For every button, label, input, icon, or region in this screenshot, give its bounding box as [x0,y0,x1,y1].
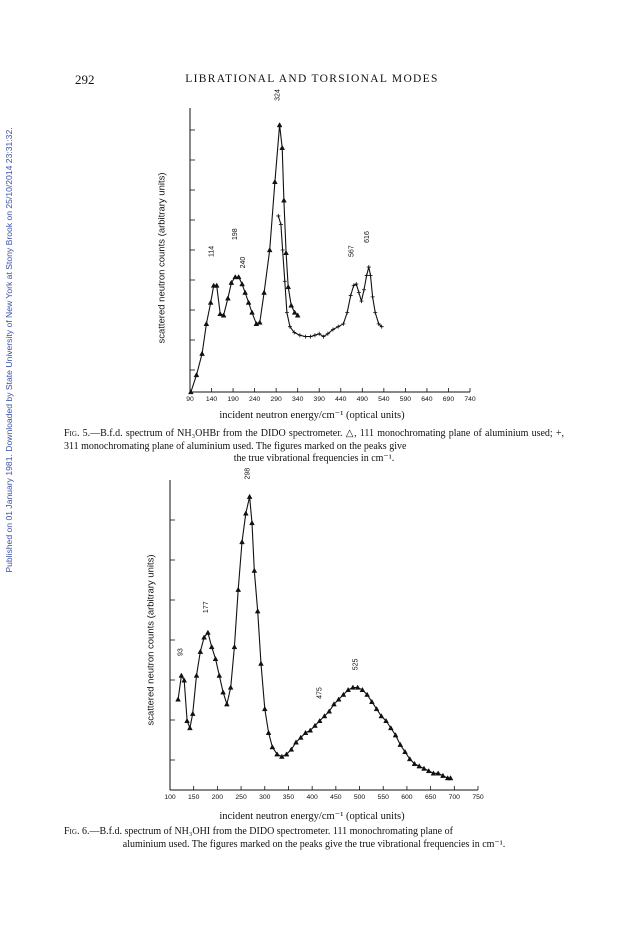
x-tick-label: 100 [164,794,176,801]
plus-marker [276,214,280,218]
peak-label: 298 [244,467,252,480]
x-tick-label: 490 [356,396,368,403]
triangle-marker [250,310,255,314]
fig6-y-axis-label: scattered neutron counts (arbitrary units) [145,554,157,726]
plus-marker [357,291,361,295]
x-tick-label: 590 [399,396,412,403]
page-number: 292 [75,72,95,87]
fig6-caption-number: 6. [81,826,90,837]
triangle-marker [262,290,267,294]
peak-label: 240 [240,256,248,269]
x-tick-label: 200 [211,794,224,801]
plus-marker [349,293,353,297]
x-tick-label: 390 [313,396,325,403]
fig5-caption [64,428,564,466]
peak-label: 475 [316,687,324,699]
x-tick-label: 650 [424,794,437,801]
x-tick-label: 140 [205,396,218,403]
triangle-marker [267,248,272,252]
triangle-marker [226,296,231,300]
plus-marker [368,274,372,278]
fig6-caption [64,826,564,851]
x-tick-label: 150 [188,794,200,801]
peak-label: 93 [177,648,185,656]
plus-marker [359,299,363,303]
plus-marker [313,333,317,337]
plus-marker [279,222,283,226]
x-tick-label: 190 [227,396,239,403]
running-head: LIBRATIONAL AND TORSIONAL MODES [185,73,439,85]
triangle-marker [194,373,199,377]
plus-marker [298,333,302,337]
triangle-marker [208,300,213,304]
plus-marker [281,248,285,252]
plus-marker [285,310,289,314]
triangle-marker [277,123,282,127]
x-tick-label: 340 [292,396,304,403]
plus-marker [283,279,287,283]
x-tick-label: 700 [448,794,460,801]
fig6-caption-label: Fig. [64,826,80,837]
triangle-marker [243,290,248,294]
fig6-caption-last-line: aluminium used. The figures marked on the peaks give the true vibrational frequencies in cm⁻¹. [122,838,506,850]
plus-marker [303,335,307,339]
plus-marker [373,310,377,314]
triangle-marker [280,145,285,149]
plus-marker [367,265,371,269]
x-tick-label: 240 [248,396,261,403]
x-tick-label: 550 [377,794,389,801]
x-tick-label: 740 [464,396,476,403]
x-tick-label: 640 [421,396,433,403]
fig6-caption-text: —B.f.d. spectrum of NH₃OHI from the DIDO spectrometer. 111 monochromating plane of [89,826,453,837]
x-tick-label: 500 [353,794,366,801]
triangle-marker [272,179,277,183]
triangle-marker [240,282,245,286]
x-tick-label: 690 [442,396,455,403]
plus-marker [345,310,349,314]
x-tick-label: 400 [306,794,318,801]
x-tick-label: 600 [401,794,413,801]
plus-marker [341,322,345,326]
triangle-marker [292,310,297,314]
x-tick-label: 540 [378,396,390,403]
plus-marker [365,274,369,278]
peak-label: 324 [274,89,282,101]
fig5-caption-number: 5. [82,428,91,439]
peak-label: 114 [208,245,216,258]
peak-label: 525 [352,658,360,671]
triangle-marker [204,321,209,325]
triangle-marker [218,312,223,316]
triangle-marker [257,320,262,324]
fig5-caption-label: Fig. [64,428,80,439]
plus-marker [309,335,313,339]
fig5-x-axis-label: incident neutron energy/cm⁻¹ (optical units) [219,410,405,421]
plus-marker [362,288,366,292]
fig5-y-axis-label: scattered neutron counts (arbitrary units) [156,172,168,344]
triangle-marker [200,351,205,355]
x-tick-label: 250 [235,794,247,801]
triangle-marker [246,300,251,304]
peak-label: 177 [202,601,210,614]
fig6-x-axis-label: incident neutron energy/cm⁻¹ (optical units) [219,811,405,822]
download-notice-text: Published on 01 January 1981. Downloaded by State University of New York at Stony Brook on 25/10/2014 23:31:32. [4,127,14,573]
peak-label: 198 [231,228,239,240]
plus-marker [371,295,375,299]
fig5-caption-text: —B.f.d. spectrum of NH₃OHBr from the DIDO spectrometer. △, 111 monochromating plane of aluminium used; +, 311 monochromating plane of aluminium used. The figures marked on the peaks give [64,428,564,452]
x-tick-label: 90 [186,396,194,403]
x-tick-label: 440 [335,396,347,403]
peak-label: 616 [363,231,371,243]
x-tick-label: 300 [259,794,271,801]
x-tick-label: 450 [330,794,342,801]
triangle-marker [284,250,289,254]
x-tick-label: 290 [270,396,282,403]
triangle-marker [282,198,287,202]
triangle-marker [289,303,294,307]
x-tick-label: 750 [472,794,484,801]
fig5-caption-last-line: the true vibrational frequencies in cm⁻¹. [233,453,395,464]
peak-label: 567 [348,245,356,258]
x-tick-label: 350 [282,794,295,801]
triangle-marker [286,285,291,289]
